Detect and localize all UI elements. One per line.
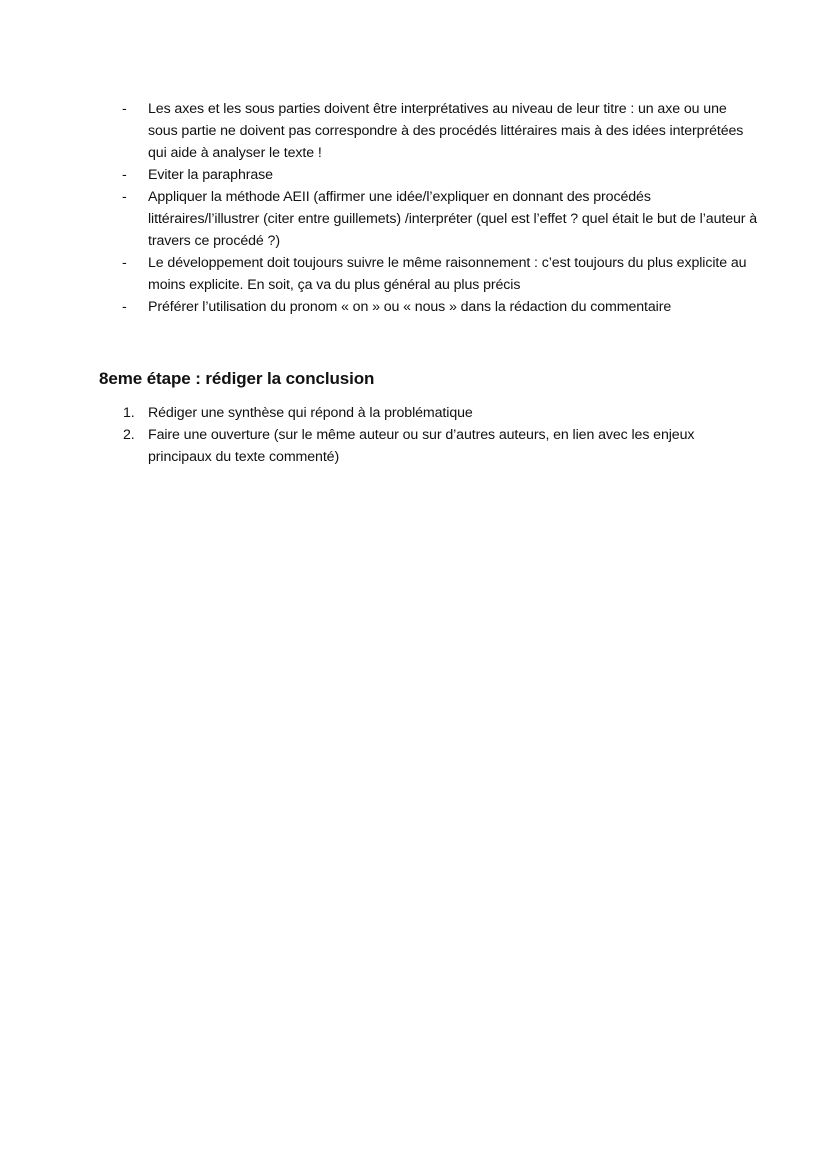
advice-list (120, 98, 760, 318)
list-item (120, 424, 760, 468)
dash-bullet: - (122, 167, 127, 183)
list-item (120, 186, 760, 252)
list-item-text: Faire une ouverture (sur le même auteur ou sur d’autres auteurs, en lien avec les enjeux principaux du texte commenté) (148, 427, 695, 465)
list-item-text: Le développement doit toujours suivre le même raisonnement : c’est toujours du plus explicite au moins explicite. En soit, ça va du plus général au plus précis (148, 255, 747, 293)
list-item-text: Préférer l’utilisation du pronom « on » ou « nous » dans la rédaction du commentaire (148, 299, 672, 315)
step-number: 2. (123, 427, 135, 443)
section-heading: 8eme étape : rédiger la conclusion (99, 369, 375, 388)
dash-bullet: - (122, 101, 127, 117)
list-item (120, 164, 760, 186)
list-item (120, 252, 760, 296)
list-item-text: Appliquer la méthode AEII (affirmer une idée/l’expliquer en donnant des procédés littéraires/l’illustrer (citer entre guillemets) /interpréter (quel est l’effet ? quel était le but de l’auteur à travers ce procédé ?) (148, 189, 758, 249)
step-number: 1. (123, 405, 135, 421)
list-item (120, 296, 760, 318)
dash-bullet: - (122, 189, 127, 205)
conclusion-steps-list (120, 402, 760, 468)
list-item (120, 402, 760, 424)
list-item-text: Les axes et les sous parties doivent être interprétatives au niveau de leur titre : un axe ou une sous partie ne doivent pas correspondre à des procédés littéraires mais à des idées interprétées qui aide à analyser le texte ! (148, 101, 744, 161)
list-item-text: Eviter la paraphrase (148, 167, 273, 183)
list-item-text: Rédiger une synthèse qui répond à la problématique (148, 405, 473, 421)
dash-bullet: - (122, 255, 127, 271)
list-item (120, 98, 760, 164)
dash-bullet: - (122, 299, 127, 315)
